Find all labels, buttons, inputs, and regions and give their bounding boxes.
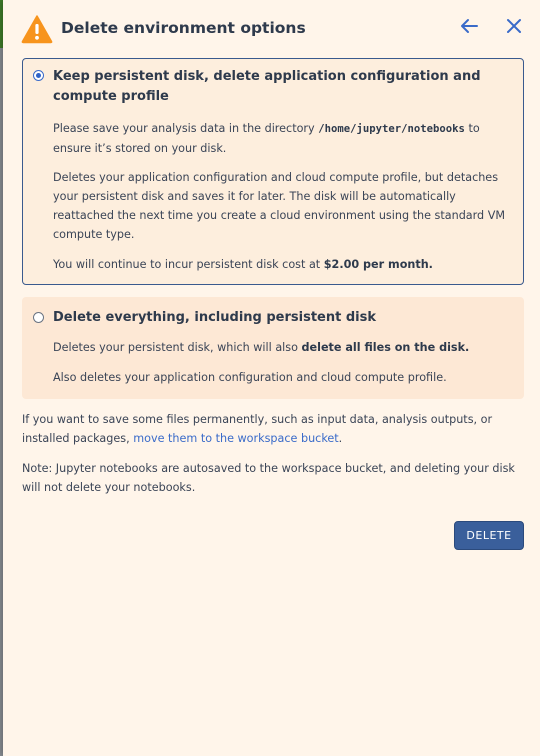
text-segment: Deletes your persistent disk, which will also <box>53 341 302 354</box>
save-files-note <box>22 410 522 448</box>
text-segment: to ensure it’s stored on your disk. <box>53 122 480 155</box>
delete-files-warning: delete all files on the disk. <box>301 341 470 354</box>
radio-keep-disk[interactable] <box>33 70 44 81</box>
arrow-left-icon <box>460 18 478 34</box>
radio-selected-dot <box>36 73 41 78</box>
back-button[interactable] <box>458 15 480 37</box>
option-description-cost <box>53 255 519 274</box>
autosave-note: Note: Jupyter notebooks are autosaved to the workspace bucket, and deleting your disk will not delete your notebooks. <box>22 462 515 494</box>
option-title: Keep persistent disk, delete application configuration and compute profile <box>53 69 481 104</box>
disk-cost: $2.00 per month. <box>323 258 433 271</box>
delete-button[interactable]: DELETE <box>454 521 524 550</box>
workspace-bucket-link[interactable]: move them to the workspace bucket <box>133 432 339 445</box>
text-segment: . <box>338 432 343 445</box>
option-keep-disk[interactable] <box>22 58 524 285</box>
option-description-delete-disk <box>53 338 519 357</box>
option-delete-everything[interactable] <box>22 297 524 399</box>
text-segment: Please save your analysis data in the directory <box>53 122 319 135</box>
panel-header <box>3 0 540 58</box>
delete-environment-panel <box>3 0 540 756</box>
close-icon <box>506 18 522 34</box>
text-segment: If you want to save some files permanently, such as input data, analysis outputs, or installed packages, <box>22 413 493 445</box>
option-description-config: Also deletes your application configuration and cloud compute profile. <box>53 371 447 384</box>
directory-path: /home/jupyter/notebooks <box>318 123 465 135</box>
warning-triangle-icon <box>21 14 53 44</box>
option-description-save-path <box>53 119 519 158</box>
radio-delete-everything[interactable] <box>33 312 44 323</box>
dialog-title: Delete environment options <box>61 19 306 37</box>
text-segment: You will continue to incur persistent disk cost at <box>53 258 324 271</box>
close-button[interactable] <box>503 15 525 37</box>
option-description-detach: Deletes your application configuration and cloud compute profile, but detaches your persistent disk and saves it for later. The disk will be automatically reattached the next time you create a cloud environment using the standard VM compute type. <box>53 171 506 241</box>
option-title: Delete everything, including persistent disk <box>53 310 376 325</box>
